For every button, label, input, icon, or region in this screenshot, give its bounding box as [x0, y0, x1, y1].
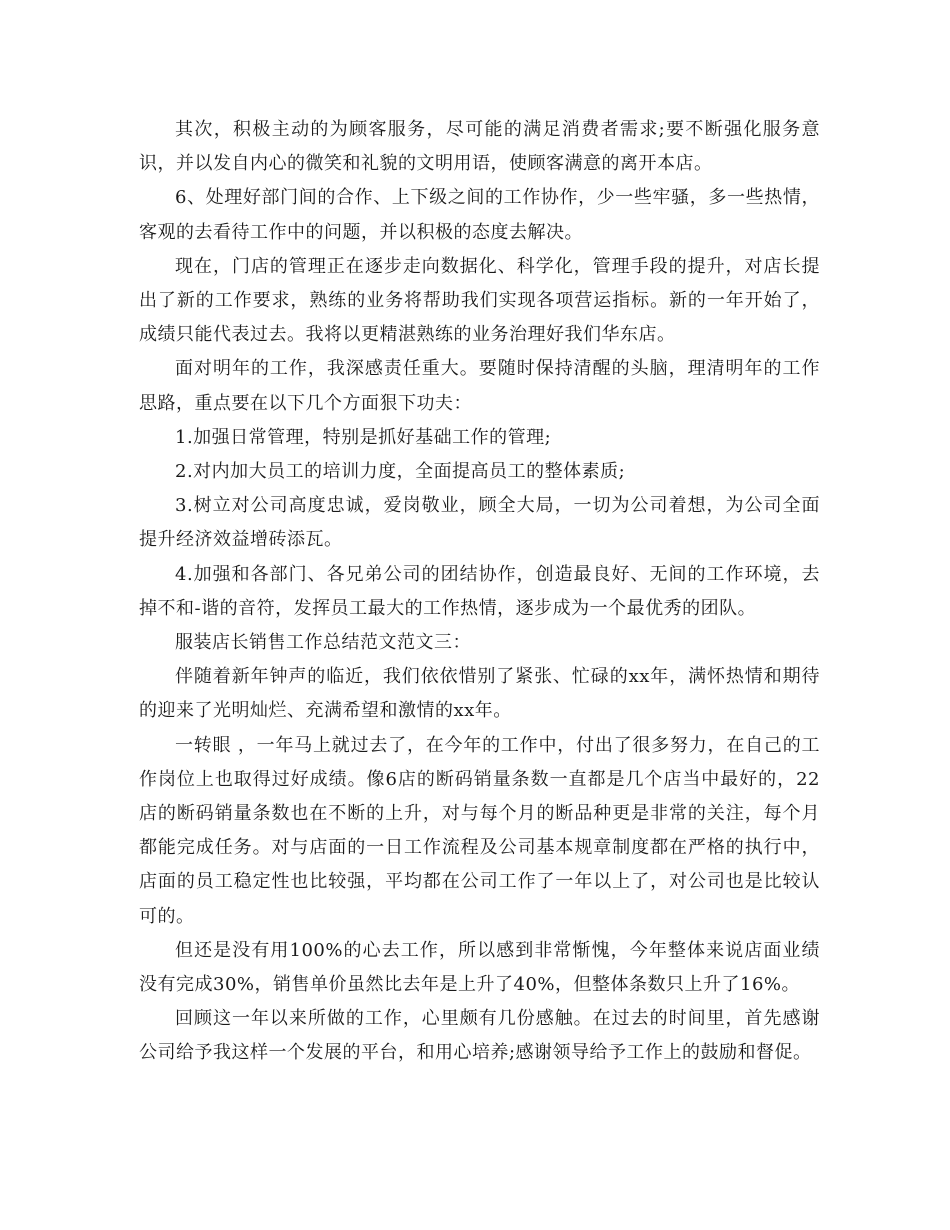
paragraph-management: 现在，门店的管理正在逐步走向数据化、科学化，管理手段的提升，对店长提出了新的工作要求，熟练的业务将帮助我们实现各项营运指标。新的一年开始了，成绩只能代表过去。我将以更精湛熟练的业务治理好我们华东店。	[139, 255, 820, 346]
paragraph-cooperation: 6、处理好部门间的合作、上下级之间的工作协作，少一些牢骚，多一些热情，客观的去看待工作中的问题，并以积极的态度去解决。	[139, 187, 820, 243]
paragraph-next-year: 面对明年的工作，我深感责任重大。要随时保持清醒的头脑，理清明年的工作思路，重点要在以下几个方面狠下功夫：	[139, 358, 820, 414]
paragraph-achievements: 一转眼 ，一年马上就过去了，在今年的工作中，付出了很多努力，在自己的工作岗位上也取得过好成绩。像6店的断码销量条数一直都是几个店当中最好的，22店的断码销量条数也在不断的上升，对与每个月的断品种更是非常的关注，每个月都能完成任务。对与店面的一日工作流程及公司基本规章制度都在严格的执行中，店面的员工稳定性也比较强，平均都在公司工作了一年以上了，对公司也是比较认可的。	[139, 734, 820, 927]
paragraph-review: 回顾这一年以来所做的工作，心里颇有几份感触。在过去的时间里，首先感谢公司给予我这样一个发展的平台，和用心培养;感谢领导给予工作上的鼓励和督促。	[139, 1008, 820, 1064]
list-item-3: 3.树立对公司高度忠诚，爱岗敬业，顾全大局，一切为公司着想，为公司全面提升经济效益增砖添瓦。	[139, 495, 820, 551]
list-item-4: 4.加强和各部门、各兄弟公司的团结协作，创造最良好、无间的工作环境，去掉不和-谐的音符，发挥员工最大的工作热情，逐步成为一个最优秀的团队。	[139, 563, 820, 619]
list-item-2: 2.对内加大员工的培训力度，全面提高员工的整体素质;	[175, 461, 626, 483]
paragraph-new-year: 伴随着新年钟声的临近，我们依依惜别了紧张、忙碌的xx年，满怀热情和期待的迎来了光明灿烂、充满希望和激情的xx年。	[139, 666, 820, 722]
section-heading: 服装店长销售工作总结范文范文三：	[175, 632, 471, 654]
paragraph-service: 其次，积极主动的为顾客服务，尽可能的满足消费者需求;要不断强化服务意识，并以发自内心的微笑和礼貌的文明用语，使顾客满意的离开本店。	[139, 119, 820, 175]
list-item-1: 1.加强日常管理，特别是抓好基础工作的管理;	[175, 426, 552, 448]
paragraph-shortcomings: 但还是没有用100%的心去工作，所以感到非常惭愧，今年整体来说店面业绩没有完成30%，销售单价虽然比去年是上升了40%，但整体条数只上升了16%。	[139, 939, 820, 996]
